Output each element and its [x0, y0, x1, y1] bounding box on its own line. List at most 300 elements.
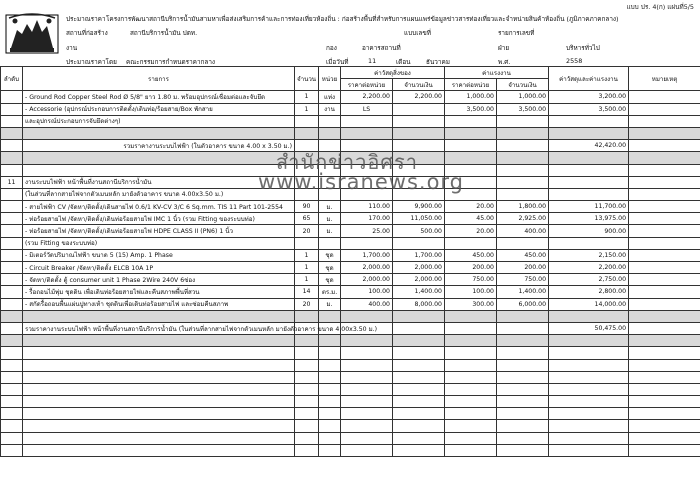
cell-qty: 1	[295, 262, 319, 274]
table-row	[1, 383, 700, 395]
cell-no: 11	[1, 176, 23, 188]
cell-no	[1, 286, 23, 298]
cell-no	[1, 262, 23, 274]
cell-item	[23, 420, 295, 432]
cell-unit	[319, 444, 341, 456]
dept-label: ฝ่าย	[498, 44, 510, 52]
cell-total	[549, 115, 629, 127]
cell-labor-amount: 6,000.00	[497, 298, 549, 310]
cell-remark	[629, 298, 700, 310]
cell-labor-unit-price: 100.00	[445, 286, 497, 298]
cell-labor-unit-price: 20.00	[445, 201, 497, 213]
cell-total: 3,500.00	[549, 103, 629, 115]
cell-unit	[319, 432, 341, 444]
cell-qty: 14	[295, 286, 319, 298]
table-row	[1, 420, 700, 432]
table-row	[1, 274, 700, 286]
division-label: กอง	[326, 44, 337, 52]
cell-unit	[319, 237, 341, 249]
cell-material-amount: 11,050.00	[393, 213, 445, 225]
cell-item: - Circuit Breaker /จัดหา/ติดตั้ง ELCB 10A 1P	[23, 262, 295, 274]
cell-item	[23, 432, 295, 444]
cell-material-amount	[393, 127, 445, 139]
cell-labor-amount: 1,400.00	[497, 286, 549, 298]
col-header-material: ค่าวัสดุสิ่งของ	[341, 67, 445, 79]
cell-qty: 1	[295, 249, 319, 261]
cell-labor-unit-price	[445, 432, 497, 444]
cell-material-amount	[393, 322, 445, 334]
cell-material-unit-price: 100.00	[341, 286, 393, 298]
cell-item	[23, 396, 295, 408]
table-row	[1, 347, 700, 359]
cell-labor-unit-price: 1,000.00	[445, 91, 497, 103]
cell-labor-amount: 3,500.00	[497, 103, 549, 115]
cell-no	[1, 310, 23, 322]
cell-labor-unit-price: 3,500.00	[445, 103, 497, 115]
table-row	[1, 213, 700, 225]
cell-remark	[629, 140, 700, 152]
cell-labor-amount	[497, 359, 549, 371]
table-row	[1, 408, 700, 420]
cell-no	[1, 298, 23, 310]
bill-of-quantities-table	[0, 66, 700, 457]
cell-no	[1, 274, 23, 286]
cell-labor-unit-price	[445, 237, 497, 249]
cell-material-unit-price	[341, 432, 393, 444]
cell-remark	[629, 322, 700, 334]
form-label: แบบเลขที่	[404, 29, 431, 37]
cell-remark	[629, 127, 700, 139]
cell-no	[1, 140, 23, 152]
cell-item	[23, 408, 295, 420]
cell-remark	[629, 249, 700, 261]
cell-material-amount	[393, 335, 445, 347]
col-header-lab-amount: จำนวนเงิน	[497, 79, 549, 91]
cell-qty: 1	[295, 274, 319, 286]
cell-no	[1, 335, 23, 347]
cell-labor-unit-price: 45.00	[445, 213, 497, 225]
table-row	[1, 127, 700, 139]
cell-remark	[629, 188, 700, 200]
cell-item: - Ground Rod Copper Steel Rod Ø 5/8" ยาว 1.80 ม. พร้อมอุปกรณ์เชื่อมต่อและจับยึด	[23, 91, 295, 103]
cell-material-unit-price: 400.00	[341, 298, 393, 310]
cell-remark	[629, 262, 700, 274]
cell-labor-unit-price	[445, 371, 497, 383]
cell-unit: ชุด	[319, 249, 341, 261]
cell-labor-unit-price	[445, 396, 497, 408]
cell-material-amount	[393, 310, 445, 322]
cell-labor-amount: 200.00	[497, 262, 549, 274]
cell-material-amount	[393, 408, 445, 420]
cell-unit	[319, 396, 341, 408]
cell-remark	[629, 103, 700, 115]
cell-qty: 1	[295, 103, 319, 115]
col-header-total: ค่าวัสดุและค่าแรงงาน	[549, 67, 629, 91]
cell-total	[549, 359, 629, 371]
cell-qty	[295, 396, 319, 408]
date-year: 2558	[566, 57, 583, 65]
cell-no	[1, 444, 23, 456]
cell-remark	[629, 164, 700, 176]
cell-material-amount: 500.00	[393, 225, 445, 237]
cell-item: - ท่อร้อยสายไฟ /จัดหา/ติดตั้ง/เดินท่อร้อยสายไฟ IMC 1 นิ้ว (รวม Fitting ของระบบท่อ)	[23, 213, 295, 225]
cell-labor-unit-price	[445, 347, 497, 359]
cell-unit: ม.	[319, 201, 341, 213]
cell-labor-unit-price	[445, 420, 497, 432]
cell-total: 3,200.00	[549, 91, 629, 103]
cell-no	[1, 188, 23, 200]
cell-labor-amount	[497, 237, 549, 249]
cell-labor-unit-price: 750.00	[445, 274, 497, 286]
project-name: โครงการพัฒนาสถานีบริการน้ำมันสามหาเพื่อส่งเสริมการค้าและการท่องเที่ยวห้องถิ่น : ก่อสร้างพื้นที่สำหรับการแผนแพร่ข้อมูลข่าวสารท่องเที่ยวและจำหน่ายสินค้าห้องถิ่น (ภูมิภาคภาคกลาง)	[106, 15, 619, 23]
cell-unit	[319, 371, 341, 383]
cell-total	[549, 152, 629, 164]
cell-labor-unit-price	[445, 310, 497, 322]
cell-unit: ชุด	[319, 262, 341, 274]
cell-qty: 20	[295, 225, 319, 237]
cell-unit: งาน	[319, 103, 341, 115]
cell-labor-amount: 2,925.00	[497, 213, 549, 225]
building-label: อาคารสถานที่	[362, 44, 401, 52]
cell-total	[549, 176, 629, 188]
cell-labor-amount	[497, 310, 549, 322]
cell-remark	[629, 432, 700, 444]
cell-labor-unit-price: 200.00	[445, 262, 497, 274]
cell-material-amount	[393, 359, 445, 371]
cell-item	[23, 310, 295, 322]
cell-material-unit-price: 25.00	[341, 225, 393, 237]
table-row	[1, 103, 700, 115]
cell-material-unit-price	[341, 359, 393, 371]
table-header-row	[1, 67, 700, 79]
date-label: เมื่อวันที่	[326, 58, 349, 66]
cell-qty	[295, 347, 319, 359]
cell-item: รวมราคางานระบบไฟฟ้า หน้าพื้นที่งานสถานีบริการน้ำมัน (ในส่วนที่ลากสายไฟจากตัวเมนหลัก มายังตัวอาคาร ขนาด 4.00x3.50 ม.)	[23, 322, 295, 334]
cell-labor-amount	[497, 115, 549, 127]
cell-no	[1, 115, 23, 127]
cell-item	[23, 383, 295, 395]
table-row	[1, 298, 700, 310]
cell-remark	[629, 396, 700, 408]
cell-total: 2,750.00	[549, 274, 629, 286]
cell-remark	[629, 383, 700, 395]
cell-labor-amount	[497, 408, 549, 420]
cell-no	[1, 103, 23, 115]
cell-unit	[319, 383, 341, 395]
table-row	[1, 115, 700, 127]
cell-material-amount: 9,900.00	[393, 201, 445, 213]
table-row	[1, 322, 700, 334]
cell-remark	[629, 213, 700, 225]
cell-material-unit-price: LS	[341, 103, 393, 115]
cell-material-amount	[393, 383, 445, 395]
cell-item	[23, 359, 295, 371]
cell-labor-amount	[497, 140, 549, 152]
cell-total	[549, 164, 629, 176]
cell-qty	[295, 237, 319, 249]
table-row	[1, 432, 700, 444]
table-row	[1, 262, 700, 274]
cell-no	[1, 249, 23, 261]
cell-material-unit-price	[341, 237, 393, 249]
cell-material-amount: 1,400.00	[393, 286, 445, 298]
cell-qty	[295, 408, 319, 420]
cell-total	[549, 127, 629, 139]
cell-item: - Accessorie (อุปกรณ์ประกอบการติดตั้ง/เดินท่อ/ร้อยสาย/Box พักสาย	[23, 103, 295, 115]
cell-unit	[319, 310, 341, 322]
cell-material-unit-price	[341, 310, 393, 322]
cell-material-unit-price: 110.00	[341, 201, 393, 213]
cell-no	[1, 432, 23, 444]
document-header	[0, 0, 700, 66]
cell-labor-unit-price: 300.00	[445, 298, 497, 310]
cell-unit	[319, 335, 341, 347]
cell-labor-amount: 1,000.00	[497, 91, 549, 103]
cell-material-amount	[393, 371, 445, 383]
cell-item: รวมราคางานระบบไฟฟ้า (ในตัวอาคาร ขนาด 4.00 x 3.50 ม.)	[23, 140, 295, 152]
cell-unit: ม.	[319, 213, 341, 225]
cell-total	[549, 396, 629, 408]
project-label: ประมาณราคา	[66, 15, 106, 23]
cell-remark	[629, 347, 700, 359]
cell-total	[549, 237, 629, 249]
cell-labor-amount	[497, 188, 549, 200]
cell-qty	[295, 115, 319, 127]
cell-material-amount: 2,200.00	[393, 91, 445, 103]
cell-material-unit-price: 2,200.00	[341, 91, 393, 103]
cell-unit	[319, 420, 341, 432]
table-row	[1, 396, 700, 408]
form-number: แบบ ปร. 4(ก) แผ่นที่5/5	[626, 3, 694, 11]
cell-remark	[629, 91, 700, 103]
cell-labor-unit-price	[445, 359, 497, 371]
cell-item	[23, 152, 295, 164]
cell-unit	[319, 347, 341, 359]
cell-no	[1, 383, 23, 395]
cell-item: - สายไฟฟ้า CV /จัดหา/ติดตั้ง/เดินสายไฟ 0.6/1 KV-CV 3/C 6 Sq.mm. TIS 11 Part 101-2554	[23, 201, 295, 213]
cell-no	[1, 237, 23, 249]
cell-material-amount	[393, 115, 445, 127]
watermark-thai: สำนักข่าวอิศรา	[276, 150, 419, 174]
cell-item	[23, 127, 295, 139]
cell-item: (รวม Fitting ของระบบท่อ)	[23, 237, 295, 249]
cell-unit: ม.	[319, 298, 341, 310]
cell-qty: 1	[295, 91, 319, 103]
cell-material-amount	[393, 432, 445, 444]
cell-item	[23, 164, 295, 176]
cell-material-amount	[393, 347, 445, 359]
cell-total	[549, 310, 629, 322]
cell-total: 2,800.00	[549, 286, 629, 298]
cell-unit	[319, 115, 341, 127]
cell-total	[549, 432, 629, 444]
cell-remark	[629, 335, 700, 347]
cell-labor-unit-price	[445, 335, 497, 347]
cell-no	[1, 91, 23, 103]
cell-qty: 90	[295, 201, 319, 213]
cell-labor-amount	[497, 335, 549, 347]
cell-no	[1, 127, 23, 139]
cell-material-amount	[393, 444, 445, 456]
cell-labor-amount	[497, 176, 549, 188]
cell-item: งานระบบไฟฟ้า หน้าพื้นที่งานสถานีบริการน้ำมัน	[23, 176, 295, 188]
cell-qty	[295, 335, 319, 347]
cell-total	[549, 371, 629, 383]
cell-labor-unit-price	[445, 140, 497, 152]
cell-remark	[629, 115, 700, 127]
cell-qty	[295, 420, 319, 432]
cell-remark	[629, 286, 700, 298]
cell-labor-unit-price	[445, 127, 497, 139]
col-header-item: รายการ	[23, 67, 295, 91]
cell-unit: แท่ง	[319, 91, 341, 103]
cell-material-amount: 1,700.00	[393, 249, 445, 261]
estimator-label: ประมาณราคาโดย	[66, 58, 117, 66]
cell-remark	[629, 371, 700, 383]
cell-labor-amount	[497, 152, 549, 164]
cell-material-unit-price	[341, 115, 393, 127]
col-header-no: ลำดับ	[1, 67, 23, 91]
dept-value: บริหารทั่วไป	[566, 44, 600, 52]
cell-labor-amount	[497, 127, 549, 139]
cell-item	[23, 347, 295, 359]
cell-labor-unit-price	[445, 115, 497, 127]
cell-total: 13,975.00	[549, 213, 629, 225]
cell-total: 50,475.00	[549, 322, 629, 334]
cell-labor-unit-price	[445, 408, 497, 420]
cell-no	[1, 201, 23, 213]
cell-no	[1, 396, 23, 408]
table-row	[1, 237, 700, 249]
cell-total	[549, 335, 629, 347]
cell-remark	[629, 152, 700, 164]
cell-remark	[629, 274, 700, 286]
cell-labor-unit-price	[445, 152, 497, 164]
cell-material-unit-price	[341, 335, 393, 347]
cell-labor-amount	[497, 164, 549, 176]
cell-item: - ท่อร้อยสายไฟ /จัดหา/ติดตั้ง/เดินท่อร้อยสายไฟ HDPE CLASS II (PN6) 1 นิ้ว	[23, 225, 295, 237]
cell-no	[1, 152, 23, 164]
date-day: 11	[368, 57, 377, 65]
cell-labor-unit-price	[445, 383, 497, 395]
cell-no	[1, 359, 23, 371]
table-row	[1, 310, 700, 322]
col-header-remark: หมายเหตุ	[629, 67, 700, 91]
cell-total	[549, 420, 629, 432]
cell-qty: 65	[295, 213, 319, 225]
list-label: รายการเลขที่	[498, 29, 535, 37]
cell-item: - จัดหา/ติดตั้ง ตู้ consumer unit 1 Phase 2Wire 240V 6ช่อง	[23, 274, 295, 286]
cell-qty	[295, 383, 319, 395]
col-header-labor: ค่าแรงงาน	[445, 67, 549, 79]
cell-total: 42,420.00	[549, 140, 629, 152]
cell-remark	[629, 444, 700, 456]
table-row	[1, 225, 700, 237]
cell-item: - รื้อถอนไม้พุ่ม ชุดดิน เพื่อเดินท่อร้อยสายไฟและคืนสภาพพื้นที่สวน	[23, 286, 295, 298]
cell-total: 900.00	[549, 225, 629, 237]
cell-item	[23, 371, 295, 383]
month-label: เดือน	[396, 58, 411, 66]
table-row	[1, 444, 700, 456]
cell-total	[549, 383, 629, 395]
cell-material-unit-price	[341, 127, 393, 139]
cell-material-unit-price	[341, 444, 393, 456]
cell-material-amount: 8,000.00	[393, 298, 445, 310]
cell-remark	[629, 310, 700, 322]
cell-remark	[629, 359, 700, 371]
cell-labor-amount	[497, 420, 549, 432]
cell-labor-unit-price	[445, 444, 497, 456]
cell-material-unit-price: 2,000.00	[341, 262, 393, 274]
cell-item: (ในส่วนที่ลากสายไฟจากตัวเมนหลัก มายังตัวอาคาร ขนาด 4.00x3.50 ม.)	[23, 188, 295, 200]
work-label: งาน	[66, 44, 78, 52]
cell-labor-amount	[497, 432, 549, 444]
cell-no	[1, 420, 23, 432]
table-row	[1, 201, 700, 213]
cell-labor-amount	[497, 383, 549, 395]
cell-no	[1, 322, 23, 334]
cell-labor-amount	[497, 371, 549, 383]
cell-material-amount	[393, 237, 445, 249]
cell-no	[1, 347, 23, 359]
estimator-value: คณะกรรมการกำหนดราคากลาง	[126, 58, 216, 66]
cell-no	[1, 408, 23, 420]
cell-material-unit-price: 170.00	[341, 213, 393, 225]
cell-remark	[629, 408, 700, 420]
cell-labor-amount	[497, 396, 549, 408]
cell-qty	[295, 127, 319, 139]
cell-material-unit-price: 2,000.00	[341, 274, 393, 286]
cell-qty	[295, 371, 319, 383]
cell-no	[1, 371, 23, 383]
cell-material-unit-price	[341, 371, 393, 383]
table-row	[1, 359, 700, 371]
date-month: ธันวาคม	[426, 58, 450, 66]
cell-remark	[629, 201, 700, 213]
cell-labor-amount: 1,800.00	[497, 201, 549, 213]
cell-item: และอุปกรณ์ประกอบการจับยึดต่างๆ)	[23, 115, 295, 127]
table-row	[1, 91, 700, 103]
cell-total: 2,150.00	[549, 249, 629, 261]
cell-material-unit-price	[341, 396, 393, 408]
cell-labor-amount: 450.00	[497, 249, 549, 261]
cell-total: 11,700.00	[549, 201, 629, 213]
table-row	[1, 249, 700, 261]
cell-no	[1, 164, 23, 176]
cell-material-unit-price	[341, 420, 393, 432]
cell-qty	[295, 310, 319, 322]
col-header-lab-unit-price: ราคาต่อหน่วย	[445, 79, 497, 91]
cell-no	[1, 213, 23, 225]
table-row	[1, 286, 700, 298]
cell-qty	[295, 432, 319, 444]
cell-material-amount: 2,000.00	[393, 274, 445, 286]
cell-unit	[319, 127, 341, 139]
cell-material-unit-price	[341, 383, 393, 395]
table-row	[1, 371, 700, 383]
year-label: พ.ศ.	[498, 58, 511, 66]
col-header-qty: จำนวน	[295, 67, 319, 91]
cell-total: 2,200.00	[549, 262, 629, 274]
cell-no	[1, 225, 23, 237]
cell-item: - สกัดรื้อถอนพื้นแผ่นปูทางเท้า ชุดดินเพื่อเดินท่อร้อยสายไฟ และซ่อมคืนสภาพ	[23, 298, 295, 310]
cell-labor-unit-price: 20.00	[445, 225, 497, 237]
cell-remark	[629, 225, 700, 237]
cell-labor-amount: 400.00	[497, 225, 549, 237]
cell-labor-unit-price: 450.00	[445, 249, 497, 261]
cell-material-amount	[393, 103, 445, 115]
cell-labor-amount: 750.00	[497, 274, 549, 286]
